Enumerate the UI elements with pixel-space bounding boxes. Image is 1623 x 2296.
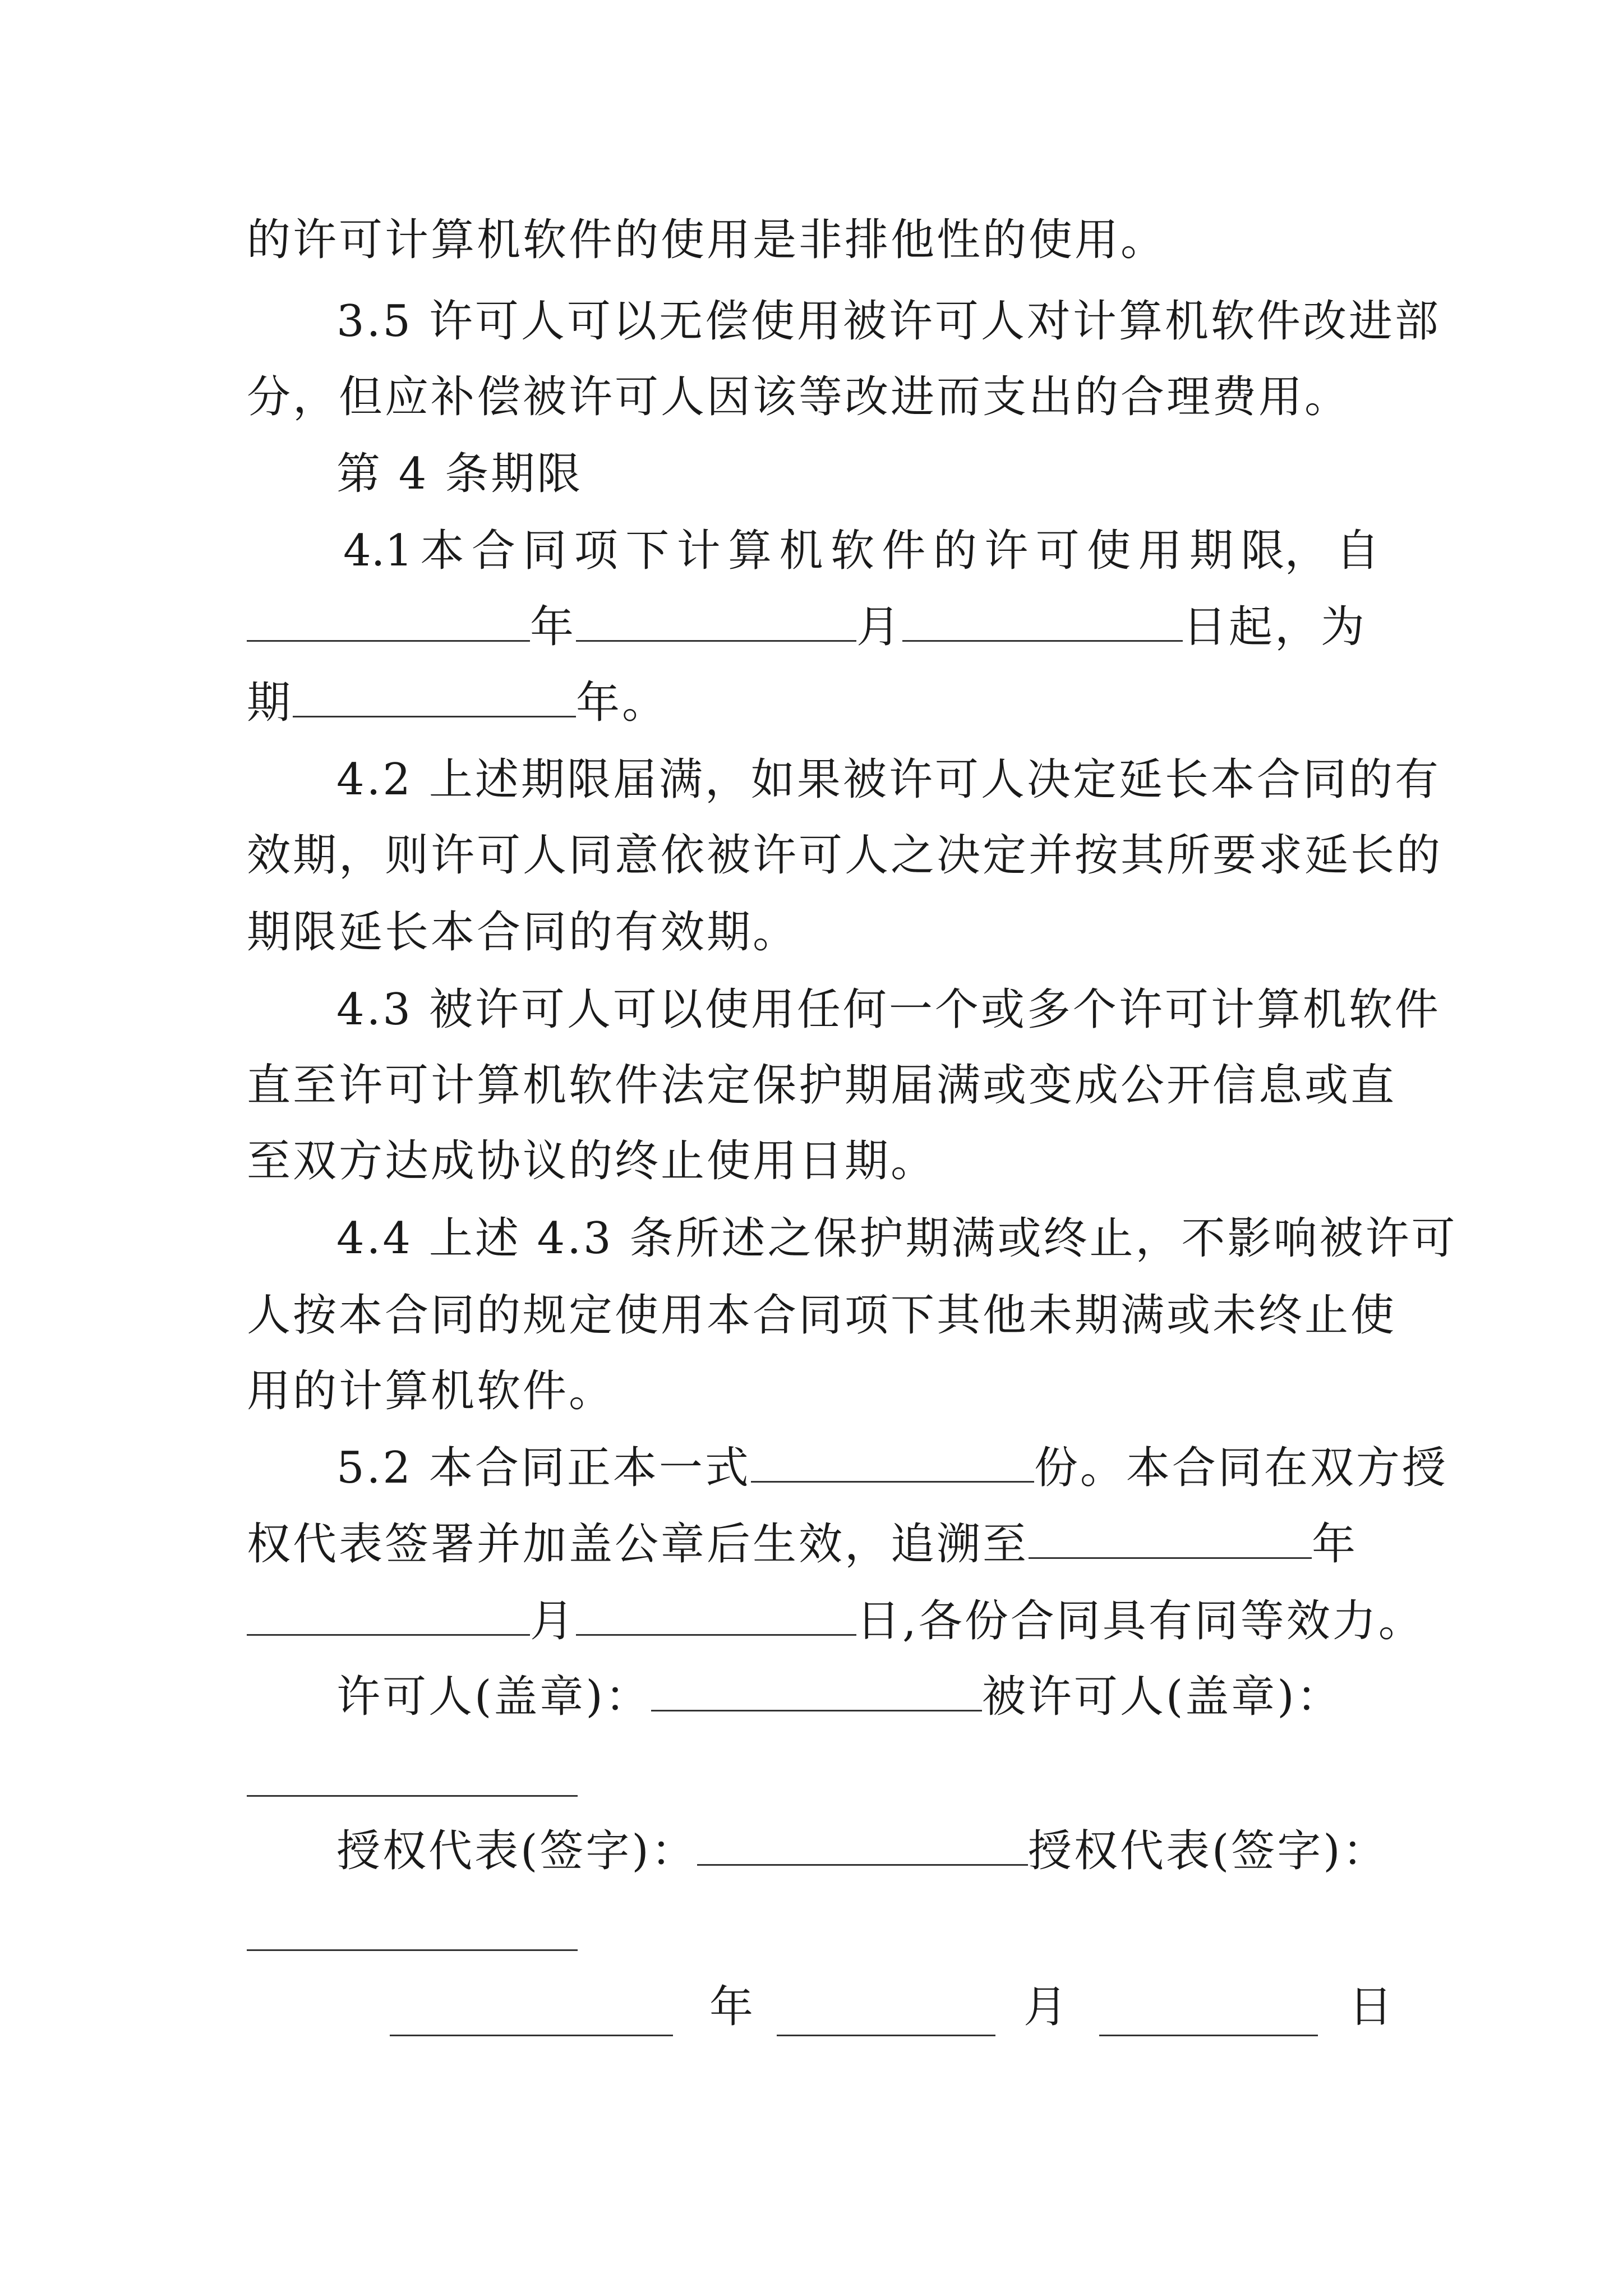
clause-3-5-line-2: 分，但应补偿被许可人因该等改进而支出的合理费用。 — [247, 372, 1351, 422]
clause-3-5-line-1: 3.5 许可人可以无偿使用被许可人对计算机软件改进部 — [336, 296, 1441, 347]
clause-5-2-text: 日,各份合同具有同等效力。 — [856, 1596, 1424, 1646]
clause-5-2-line-2 — [247, 1516, 1380, 1572]
clause-4-1-word: 软 — [830, 526, 874, 576]
clause-4-3-line-2: 直至许可计算机软件法定保护期届满或变成公开信息或直 — [247, 1060, 1397, 1111]
paragraph-line: 的许可计算机软件的使用是非排他性的使用。 — [247, 215, 1167, 265]
month-blank[interactable] — [576, 602, 856, 642]
effective-month-blank[interactable] — [247, 1596, 530, 1636]
sign-day-blank[interactable] — [1099, 2035, 1318, 2036]
copies-blank[interactable] — [751, 1443, 1034, 1483]
sign-month-blank[interactable] — [777, 2035, 995, 2036]
clause-5-2-line-1 — [336, 1440, 1448, 1496]
clause-4-1-word: 件 — [882, 526, 926, 576]
clause-4-1-word: 可 — [1035, 526, 1080, 576]
clause-4-1-line-2 — [247, 599, 1380, 655]
licensee-seal-blank[interactable] — [247, 1795, 578, 1797]
clause-4-1-word: 限， — [1241, 526, 1329, 576]
clause-4-1-word: 自 — [1335, 526, 1380, 576]
clause-4-2-line-2: 效期，则许可人同意依被许可人之决定并按其所要求延长的 — [247, 830, 1443, 881]
clause-4-4-line-2: 人按本合同的规定使用本合同项下其他未期满或未终止使 — [247, 1290, 1397, 1341]
clause-4-1-word: 的 — [933, 526, 977, 576]
signature-rep-line — [336, 1823, 1389, 1879]
effective-day-blank[interactable] — [576, 1596, 856, 1636]
licensee-rep-label: 授权代表(签字)： — [1027, 1826, 1389, 1876]
clause-4-3-line-3: 至双方达成协议的终止使用日期。 — [247, 1136, 937, 1186]
clause-5-2-text: 权代表签署并加盖公章后生效，追溯至 — [247, 1519, 1029, 1570]
clause-4-1-word: 使 — [1087, 526, 1131, 576]
clause-4-1-word: 计 — [676, 526, 721, 576]
licensee-rep-blank[interactable] — [247, 1949, 578, 1951]
licensor-rep-label: 授权代表(签字)： — [336, 1826, 697, 1876]
clause-5-2-text: 份。本合同在双方授 — [1034, 1443, 1448, 1493]
clause-4-1-word: 合 — [471, 526, 515, 576]
year-unit: 年 — [1312, 1519, 1358, 1570]
clause-4-1-word: 项 — [574, 526, 618, 576]
term-label: 期 — [247, 678, 293, 728]
licensee-seal-label: 被许可人(盖章)： — [981, 1672, 1343, 1722]
sign-year-unit: 年 — [709, 1982, 756, 2032]
clause-4-2-line-1: 4.2 上述期限届满，如果被许可人决定延长本合同的有 — [336, 754, 1441, 805]
clause-4-1-word: 同 — [523, 526, 567, 576]
sign-day-unit: 日 — [1349, 1982, 1395, 2032]
clause-4-1-word: 用 — [1138, 526, 1182, 576]
licensor-rep-blank[interactable] — [697, 1826, 1028, 1866]
clause-4-1-word: 许 — [984, 526, 1029, 576]
month-unit: 月 — [530, 1596, 577, 1646]
clause-4-1-word: 期 — [1189, 526, 1234, 576]
day-blank[interactable] — [902, 602, 1183, 642]
clause-4-1-word: 机 — [779, 526, 823, 576]
clause-4-1-word: 算 — [728, 526, 772, 576]
licensor-seal-label: 许可人(盖章)： — [336, 1672, 651, 1722]
clause-4-4-line-1: 4.4 上述 4.3 条所述之保护期满或终止，不影响被许可 — [336, 1213, 1458, 1264]
clause-4-1-word: 4.1 — [343, 526, 413, 576]
clause-4-1-text: 日起，为 — [1183, 602, 1367, 652]
clause-4-1-line-1 — [343, 523, 1380, 579]
clause-4-3-line-1: 4.3 被许可人可以使用任何一个或多个许可计算机软件 — [336, 984, 1441, 1035]
signature-seal-line — [336, 1669, 1380, 1725]
clause-4-1-word: 本 — [420, 526, 464, 576]
sign-month-unit: 月 — [1023, 1982, 1070, 2032]
clause-5-2-line-3 — [247, 1593, 1424, 1649]
sign-year-blank[interactable] — [390, 2035, 673, 2036]
clause-4-1-line-3: 期 年。 — [247, 678, 668, 728]
licensor-seal-blank[interactable] — [651, 1672, 982, 1711]
article-4-heading: 第 4 条期限 — [336, 449, 583, 499]
term-years-blank[interactable] — [293, 678, 576, 717]
month-unit: 月 — [856, 602, 903, 652]
year-unit: 年 — [576, 678, 623, 728]
clause-4-4-line-3: 用的计算机软件。 — [247, 1366, 615, 1416]
year-unit: 年 — [530, 602, 577, 652]
clause-4-1-word: 下 — [625, 526, 670, 576]
clause-5-2-text: 5.2 本合同正本一式 — [336, 1443, 751, 1493]
clause-4-2-line-3: 期限延长本合同的有效期。 — [247, 907, 799, 958]
year-blank[interactable] — [247, 602, 530, 642]
effective-year-blank[interactable] — [1029, 1520, 1312, 1559]
